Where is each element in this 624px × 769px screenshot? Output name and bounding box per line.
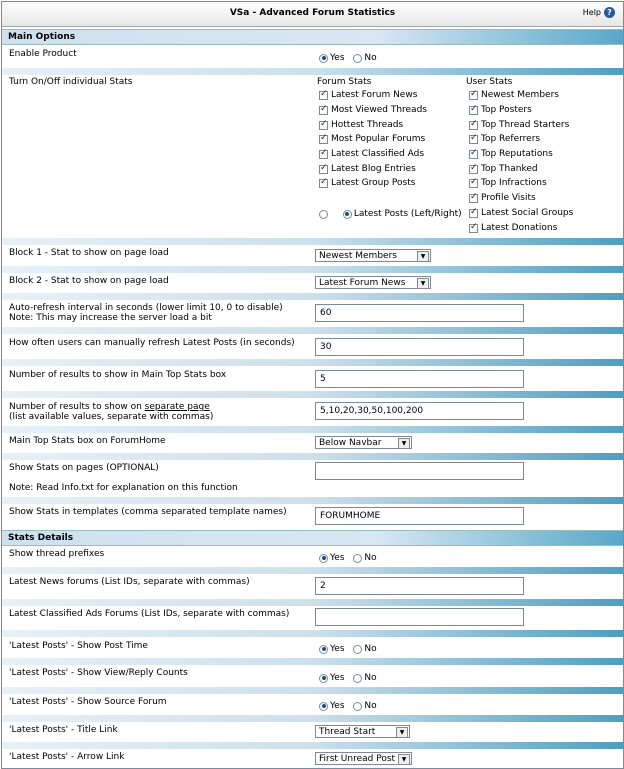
latest-posts-right-radio[interactable]: [343, 210, 352, 219]
autorefresh-input[interactable]: [315, 304, 524, 322]
view-reply-yes-radio[interactable]: [319, 674, 328, 683]
post-time-yes-radio[interactable]: [319, 645, 328, 654]
classified-forums-input[interactable]: [315, 608, 524, 626]
manual-refresh-label: How often users can manually refresh Latest Posts (in seconds): [9, 338, 295, 348]
autorefresh-label: Auto-refresh interval in seconds (lower limit 10, 0 to disable): [9, 303, 283, 313]
row-separator: [2, 567, 623, 574]
block2-select[interactable]: [315, 276, 431, 289]
section-stats-details: [2, 530, 623, 546]
user-stats-header: User Stats: [466, 77, 513, 87]
radio-label: No: [364, 644, 377, 654]
checkbox[interactable]: [469, 121, 478, 130]
block1-label: Block 1 - Stat to show on page load: [9, 248, 169, 258]
checkbox-label: Top Posters: [481, 105, 532, 115]
checkbox[interactable]: [469, 209, 478, 218]
row-separator: [2, 293, 623, 300]
individual-stats-label: Turn On/Off individual Stats: [9, 77, 133, 87]
block2-label: Block 2 - Stat to show on page load: [9, 276, 169, 286]
radio-label: Yes: [330, 644, 345, 654]
row-separator: [2, 68, 623, 75]
settings-window: [1, 1, 624, 769]
latest-posts-side-radio-group: [319, 209, 468, 220]
label-text: Number of results to show on: [9, 402, 145, 412]
section-title: Main Options: [8, 32, 76, 42]
enable-product-label: Enable Product: [9, 49, 77, 59]
row-separator: [2, 359, 623, 366]
thread-prefixes-no-radio[interactable]: [353, 554, 362, 563]
templates-input[interactable]: [315, 507, 524, 525]
radio-label: No: [364, 673, 377, 683]
enable-product-no-radio[interactable]: [353, 54, 362, 63]
user-stat-checkbox-item[interactable]: [469, 208, 573, 219]
title-link-select[interactable]: [315, 725, 410, 738]
help-link[interactable]: Help: [582, 8, 601, 17]
select-value: Thread Start: [319, 727, 376, 737]
checkbox[interactable]: [469, 106, 478, 115]
num-main-label: Number of results to show in Main Top Stats box: [9, 370, 227, 380]
row-separator: [2, 599, 623, 606]
row-separator: [2, 630, 623, 637]
separate-page-link[interactable]: separate page: [144, 402, 210, 412]
checkbox-label: Top Infractions: [481, 178, 547, 188]
checkbox[interactable]: [469, 179, 478, 188]
checkbox[interactable]: [319, 106, 328, 115]
user-stat-checkbox-item[interactable]: [469, 193, 536, 204]
row-separator: [2, 497, 623, 504]
block1-select[interactable]: [315, 249, 431, 262]
chevron-down-icon[interactable]: ▼: [417, 251, 429, 262]
user-stat-checkbox-item[interactable]: [469, 149, 553, 160]
checkbox-label: Top Reputations: [481, 149, 553, 159]
radio-label: Latest Posts (Left/Right): [353, 209, 462, 219]
section-title: Stats Details: [8, 533, 74, 543]
select-value: First Unread Post: [319, 754, 396, 764]
classified-forums-label: Latest Classified Ads Forums (List IDs, separate with commas): [9, 609, 290, 619]
forum-stats-header: Forum Stats: [317, 77, 372, 87]
checkbox-label: Profile Visits: [481, 193, 536, 203]
main-box-select[interactable]: [315, 436, 412, 449]
radio-label: No: [364, 53, 377, 63]
checkbox[interactable]: [469, 194, 478, 203]
show-pages-label: Show Stats on pages (OPTIONAL): [9, 463, 159, 473]
source-forum-no-radio[interactable]: [353, 702, 362, 711]
row-separator: [2, 426, 623, 433]
checkbox-label: Latest Group Posts: [331, 178, 416, 188]
radio-label: Yes: [330, 701, 345, 711]
news-forums-input[interactable]: [315, 577, 524, 595]
title-link-label: 'Latest Posts' - Title Link: [9, 725, 118, 735]
checkbox[interactable]: [319, 135, 328, 144]
show-pages-input[interactable]: [315, 462, 524, 480]
user-stat-checkbox-item[interactable]: [469, 178, 547, 189]
checkbox[interactable]: [319, 165, 328, 174]
thread-prefixes-label: Show thread prefixes: [9, 549, 105, 559]
main-box-label: Main Top Stats box on ForumHome: [9, 436, 166, 446]
radio-label: Yes: [330, 553, 345, 563]
chevron-down-icon[interactable]: ▼: [398, 438, 410, 449]
forum-stat-checkbox-item[interactable]: [319, 164, 416, 175]
checkbox-label: Most Popular Forums: [331, 134, 426, 144]
thread-prefixes-yes-radio[interactable]: [319, 554, 328, 563]
input-value: 5: [320, 374, 326, 384]
arrow-link-label: 'Latest Posts' - Arrow Link: [9, 752, 125, 762]
user-stat-checkbox-item[interactable]: [469, 223, 557, 234]
input-value: 5,10,20,30,50,100,200: [320, 406, 424, 416]
view-reply-label: 'Latest Posts' - Show View/Reply Counts: [9, 668, 188, 678]
forum-stat-checkbox-item[interactable]: [319, 105, 427, 116]
select-value: Below Navbar: [319, 438, 382, 448]
checkbox-label: Latest Forum News: [331, 90, 418, 100]
radio-label: No: [364, 701, 377, 711]
forum-stat-checkbox-item[interactable]: [319, 134, 425, 145]
source-forum-radio-group: [319, 701, 383, 712]
row-separator: [2, 687, 623, 694]
checkbox[interactable]: [319, 150, 328, 159]
post-time-radio-group: [319, 644, 383, 655]
source-forum-yes-radio[interactable]: [319, 702, 328, 711]
post-time-label: 'Latest Posts' - Show Post Time: [9, 641, 148, 651]
view-reply-radio-group: [319, 673, 383, 684]
user-stat-checkbox-item[interactable]: [469, 90, 559, 101]
num-separate-input[interactable]: [315, 402, 524, 420]
row-separator: [2, 391, 623, 398]
enable-product-yes-radio[interactable]: [319, 54, 328, 63]
checkbox[interactable]: [469, 150, 478, 159]
input-value: 2: [320, 581, 326, 591]
user-stat-checkbox-item[interactable]: [469, 120, 569, 131]
latest-posts-left-radio[interactable]: [319, 210, 328, 219]
row-separator: [2, 658, 623, 665]
num-main-input[interactable]: [315, 370, 524, 388]
radio-label: No: [364, 553, 377, 563]
chevron-down-icon[interactable]: ▼: [417, 278, 429, 289]
thread-prefixes-radio-group: [319, 553, 383, 564]
checkbox[interactable]: [319, 91, 328, 100]
checkbox-label: Latest Blog Entries: [331, 164, 416, 174]
templates-label: Show Stats in templates (comma separated template names): [9, 507, 287, 517]
window-title: VSa - Advanced Forum Statistics: [229, 8, 396, 18]
manual-refresh-input[interactable]: [315, 338, 524, 356]
forum-stat-checkbox-item[interactable]: [319, 178, 415, 189]
checkbox[interactable]: [469, 135, 478, 144]
user-stat-checkbox-item[interactable]: [469, 105, 532, 116]
checkbox[interactable]: [319, 179, 328, 188]
select-value: Newest Members: [319, 251, 397, 261]
checkbox[interactable]: [469, 165, 478, 174]
radio-label: Yes: [330, 53, 345, 63]
input-value: 30: [320, 342, 332, 352]
checkbox-label: Most Viewed Threads: [331, 105, 427, 115]
checkbox-label: Top Thread Starters: [481, 120, 570, 130]
input-value: 60: [320, 308, 332, 318]
forum-stat-checkbox-item[interactable]: [319, 120, 403, 131]
news-forums-label: Latest News forums (List IDs, separate with commas): [9, 577, 250, 587]
row-separator: [2, 238, 623, 245]
checkbox-label: Hottest Threads: [331, 120, 404, 130]
select-value: Latest Forum News: [319, 278, 406, 288]
enable-product-radio-group: [319, 53, 383, 64]
checkbox-label: Latest Donations: [481, 223, 558, 233]
forum-stat-checkbox-item[interactable]: [319, 149, 424, 160]
user-stat-checkbox-item[interactable]: [469, 134, 540, 145]
post-time-no-radio[interactable]: [353, 645, 362, 654]
row-separator: [2, 715, 623, 722]
checkbox-label: Newest Members: [481, 90, 559, 100]
row-separator: [2, 742, 623, 749]
forum-stat-checkbox-item[interactable]: [319, 90, 417, 101]
row-separator: [2, 266, 623, 273]
user-stat-checkbox-item[interactable]: [469, 164, 538, 175]
input-value: FORUMHOME: [320, 511, 381, 521]
checkbox[interactable]: [469, 224, 478, 233]
chevron-down-icon[interactable]: ▼: [398, 754, 410, 765]
row-separator: [2, 453, 623, 460]
view-reply-no-radio[interactable]: [353, 674, 362, 683]
checkbox-label: Top Thanked: [481, 164, 538, 174]
autorefresh-note: Note: This may increase the server load a bit: [9, 313, 212, 323]
title-bar: [2, 2, 623, 27]
checkbox[interactable]: [319, 121, 328, 130]
chevron-down-icon[interactable]: ▼: [396, 727, 408, 738]
arrow-link-select[interactable]: [315, 752, 412, 765]
section-main-options: [2, 29, 623, 45]
show-pages-note: Note: Read Info.txt for explanation on this function: [9, 483, 238, 493]
row-separator: [2, 327, 623, 334]
checkbox[interactable]: [469, 91, 478, 100]
radio-label: Yes: [330, 673, 345, 683]
checkbox-label: Latest Social Groups: [481, 208, 574, 218]
source-forum-label: 'Latest Posts' - Show Source Forum: [9, 697, 167, 707]
checkbox-label: Latest Classified Ads: [331, 149, 425, 159]
question-icon[interactable]: ?: [604, 7, 615, 18]
num-separate-note: (list available values, separate with commas): [9, 412, 214, 422]
checkbox-label: Top Referrers: [481, 134, 541, 144]
